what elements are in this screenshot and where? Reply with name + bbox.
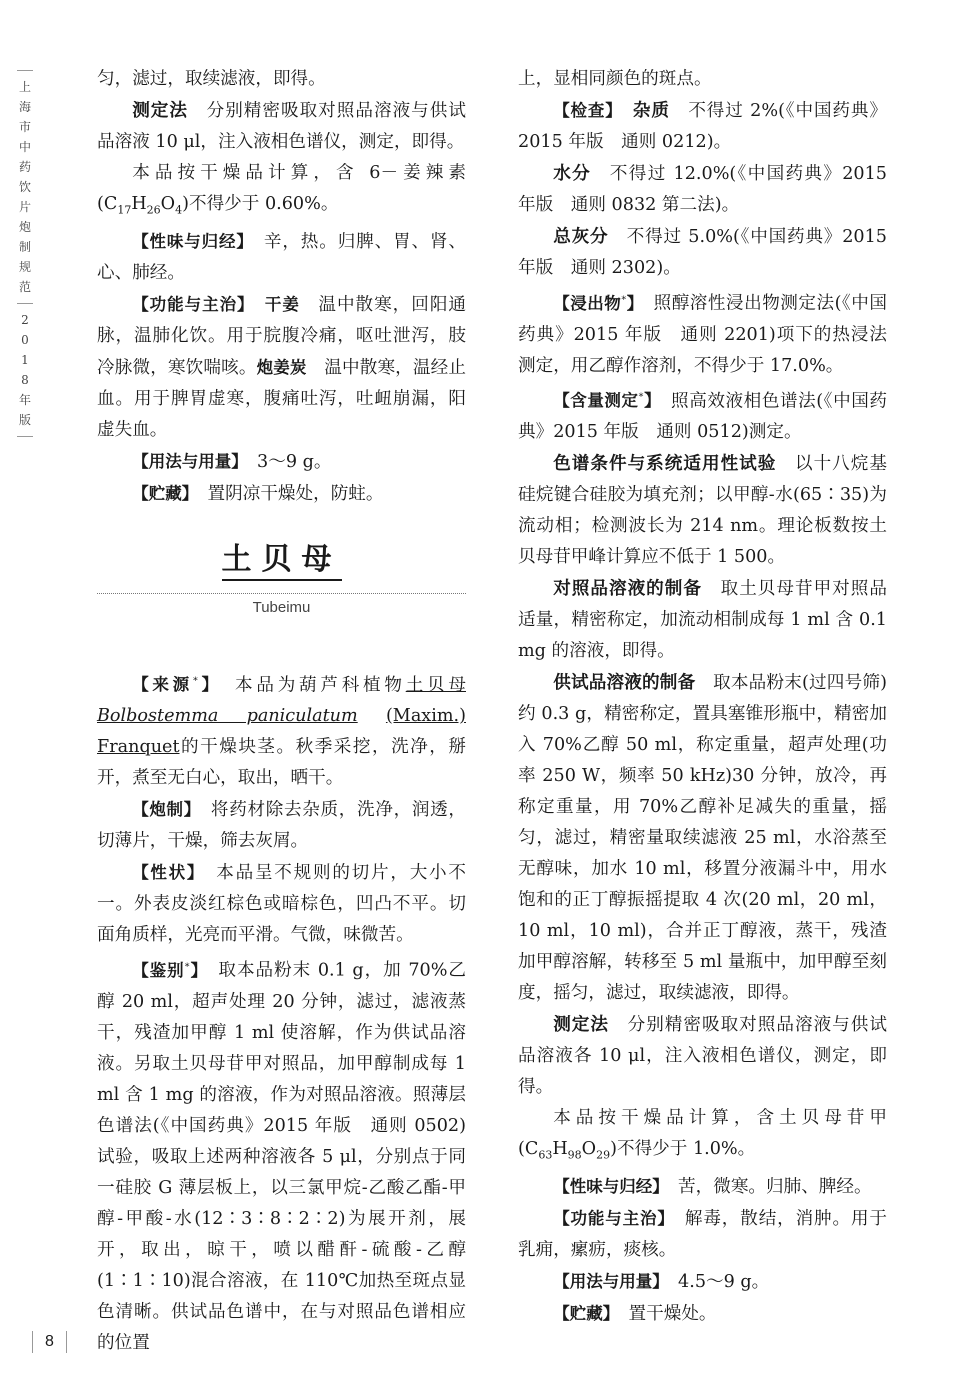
tag-close: 】 [626,293,636,313]
asterisk: * [184,961,190,973]
underlined-text: 土贝母 [405,675,466,696]
section-tag: 【用法与用量】 [553,1271,661,1291]
subheading: 炮姜炭 [256,357,307,377]
section-tag: 【性味与归经】 [132,231,246,251]
subscript: 17 [117,203,132,217]
text: )不得少于 1.0%。 [610,1139,756,1159]
paragraph [518,1103,887,1171]
section-tag: 【功能与主治】 [132,294,247,314]
text: O [581,1139,597,1159]
footer-divider [32,1331,33,1353]
section-tag: 【性味与归经】 [553,1176,661,1196]
page-number: 8 [45,1333,54,1350]
tag-text: 【含量测定 [553,391,639,410]
paragraph [97,666,466,795]
subheading: 干姜 [264,294,300,314]
subscript: 4 [175,203,183,217]
text: H [131,194,147,214]
footer-divider [66,1331,67,1353]
side-divider [17,303,33,304]
page-footer [20,1328,79,1356]
subheading: 色谱条件与系统适用性试验 [553,453,777,474]
entry-title [97,540,466,580]
subscript: 29 [596,1148,611,1162]
text: 置阴凉干燥处，防蛀。 [207,483,384,504]
subheading: 测定法 [132,100,188,121]
right-column [518,64,887,1330]
paragraph [518,158,887,221]
tag-close: 】 [197,675,214,695]
paragraph [518,1266,887,1298]
paragraph [97,478,466,510]
text: 取本品粉末(过四号筛)约 0.3 g，精密称定，置具塞锥形瓶中，精密加入 70%乙醇 50 ml，称定重量，超声处理(功率 250 W，频率 50 kHz)30 分钟，放冷，再称定重量，用 70%乙醇补足减失的重量，摇匀，滤过，精密量取续滤液 25 ml，水浴蒸至无醇味，加水 10 ml，移置分液漏斗中，用水饱和的正丁醇振摇提取 4 次(20 ml，20 ml，10 ml，10 ml)，合并正丁醇液，蒸干，残渣加甲醇溶解，转移至 5 ml 量瓶中，加甲醇至刻度，摇匀，滤过，取续滤液，即得。 [518,673,887,1003]
text: 解毒，散结，消肿。用于乳痈，瘰疬，痰核。 [518,1208,887,1260]
subheading: 测定法 [553,1014,609,1035]
entry-heading [97,510,466,666]
section-tag: 【贮藏】 [553,1303,611,1323]
left-column [97,64,466,1359]
entry-pinyin: Tubeimu [252,598,311,616]
paragraph [97,446,466,478]
section-tag: 【用法与用量】 [132,451,240,471]
text: 取本品粉末 0.1 g，加 70%乙醇 20 ml，超声处理 20 分钟，滤过，滤液蒸干，残渣加甲醇 1 ml 使溶解，作为供试品溶液。另取土贝母苷甲对照品，加甲醇制成每 1 ml 含 1 mg 的溶液，作为对照品溶液。照薄层色谱法(《中国药典》2015 年版 通则 0502)试验，吸取上述两种溶液各 5 μl，分别点于同一硅胶 G 薄层板上，以三氯甲烷-乙酸乙酯-甲醇-甲酸-水(12∶3∶8∶2∶2)为展开剂，展开，取出，晾干，喷以醋酐-硫酸-乙醇(1∶1∶10)混合溶液，在 110℃加热至斑点显色清晰。供试品色谱中，在与对照品色谱相应的位置 [97,960,466,1353]
text: 3～9 g。 [257,451,332,472]
subheading: 水分 [553,163,591,184]
subscript: 98 [567,1148,582,1162]
paragraph [97,95,466,158]
tag-close: 】 [643,391,653,410]
text: 辛，热。归脾、胃、肾、心、肺经。 [97,231,466,283]
paragraph [518,667,887,1009]
text: O [160,194,176,214]
text: 以十八烷基硅烷键合硅胶为填充剂；以甲醇-水(65∶35)为流动相；检测波长为 214 nm。理论板数按土贝母苷甲峰计算应不低于 1 500。 [518,454,887,567]
side-publisher-title: 上海市中药饮片炮制规范 [19,80,32,294]
paragraph [97,857,466,951]
tag-text: 【浸出物 [553,293,622,313]
paragraph [518,1171,887,1203]
entry-title-text: 土贝母 [222,542,342,581]
paragraph [518,573,887,667]
paragraph [97,64,466,95]
subheading: 对照品溶液的制备 [553,578,702,599]
text: 本品按干燥品计算，含 6－姜辣素(C [97,163,466,214]
text: 不得过 5.0%(《中国药典》2015 年版 通则 2302)。 [518,227,887,278]
text: 照高效液相色谱法(《中国药典》2015 年版 通则 0512)测定。 [518,391,887,442]
side-header [14,70,36,437]
text: 置干燥处。 [628,1303,717,1324]
text: 取土贝母苷甲对照品适量，精密称定，加流动相制成每 1 ml 含 0.1 mg 的溶液，即得。 [518,579,887,661]
paragraph [518,64,887,95]
section-tag: 【功能与主治】 [553,1208,667,1228]
text: H [552,1139,568,1159]
text: 苦，微寒。归肺、脾经。 [678,1176,872,1197]
asterisk: * [192,675,198,687]
section-tag [132,675,213,694]
section-tag [553,294,635,313]
text: 本品按干燥品计算，含土贝母苷甲(C [518,1108,887,1159]
text: 温中散寒，温经止血。用于脾胃虚寒，腹痛吐泻，吐衄崩漏，阳虚失血。 [97,357,466,440]
text: 分别精密吸取对照品溶液与供试品溶液各 10 μl，注入液相色谱仪，测定，即得。 [518,1015,887,1097]
section-tag: 【炮制】 [132,800,193,820]
text: 4.5～9 g。 [678,1271,770,1292]
title-divider [97,593,466,594]
section-tag: 【性状】 [132,863,197,883]
section-tag [553,391,653,410]
tag-text: 【鉴别 [132,960,185,980]
text: 本品为葫芦科植物 [235,675,406,696]
paragraph [97,158,466,226]
paragraph [518,448,887,573]
tag-close: 】 [189,960,200,980]
asterisk: * [638,391,644,403]
paragraph [97,794,466,857]
text: 温中散寒，回阳通脉，温肺化饮。用于脘腹冷痛，呕吐泄泻，肢冷脉微，寒饮喘咳。 [97,294,466,378]
paragraph [518,1203,887,1266]
text: 分别精密吸取对照品溶液与供试品溶液 10 μl，注入液相色谱仪，测定，即得。 [97,101,466,152]
paragraph [97,951,466,1359]
side-edition: 2018年版 [19,313,32,427]
text: 不得过 12.0%(《中国药典》2015 年版 通则 0832 第二法)。 [518,164,887,215]
text: 将药材除去杂质，洗净，润透，切薄片，干燥，筛去灰屑。 [97,800,466,852]
text: 的干燥块茎。秋季采挖，洗净，掰开，煮至无白心，取出，晒干。 [97,737,466,789]
latin-name: Bolbostemma paniculatum [97,706,358,727]
paragraph [518,221,887,284]
subscript: 26 [146,203,161,217]
paragraph [518,284,887,382]
text: 照醇溶性浸出物测定法(《中国药典》2015 年版 通则 2201)项下的热浸法测定，用乙醇作溶剂，不得少于 17.0%。 [518,293,887,376]
text: 本品呈不规则的切片，大小不一。外表皮淡红棕色或暗棕色，凹凸不平。切面角质样，光亮而平滑。气微，味微苦。 [97,863,466,946]
paragraph [518,1009,887,1103]
paragraph [97,289,466,446]
subheading: 供试品溶液的制备 [553,672,696,693]
section-tag: 【检查】 [553,101,615,120]
paragraph [518,1298,887,1330]
section-tag: 【贮藏】 [132,483,190,503]
latin-author: (Maxim.) Franquet [97,706,466,758]
subscript: 63 [538,1148,553,1162]
text: 上，显相同颜色的斑点。 [518,69,712,89]
paragraph [97,226,466,289]
text: 不得过 2%(《中国药典》2015 年版 通则 0212)。 [518,101,887,152]
text: )不得少于 0.60%。 [182,194,339,214]
section-tag [132,961,200,980]
subheading: 杂质 [632,100,670,121]
asterisk: * [621,294,627,305]
text: 匀，滤过，取续滤液，即得。 [97,69,326,89]
side-divider [17,436,33,437]
side-divider [17,70,33,71]
paragraph [518,382,887,449]
tag-text: 【来源 [132,675,193,695]
paragraph [518,95,887,158]
subheading: 总灰分 [553,226,609,247]
